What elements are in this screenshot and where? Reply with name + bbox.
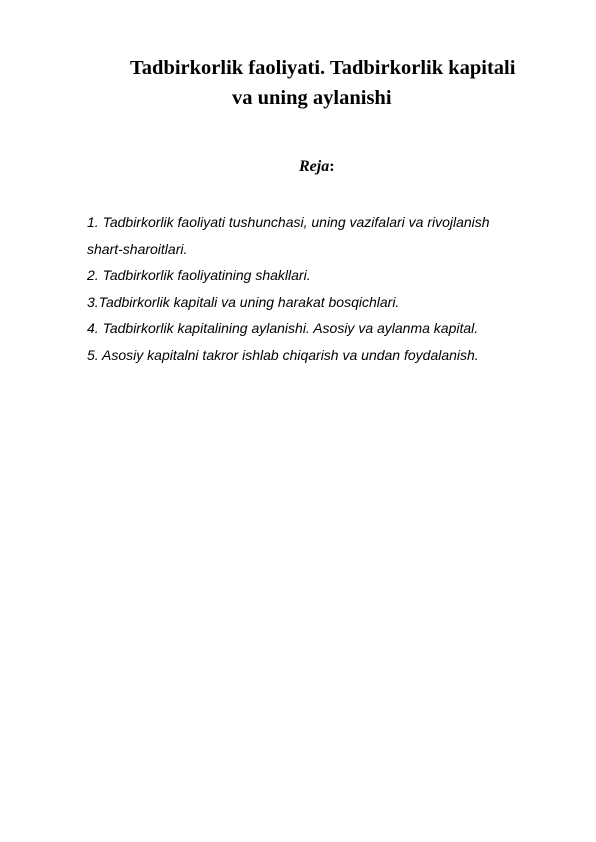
plan-item: 3.Tadbirkorlik kapitali va uning harakat bosqichlari.: [87, 293, 400, 310]
plan-item: 5. Asosiy kapitalni takror ishlab chiqarish va undan foydalanish.: [87, 346, 479, 363]
plan-item: shart-sharoitlari.: [87, 240, 188, 257]
plan-item: 1. Tadbirkorlik faoliyati tushunchasi, uning vazifalari va rivojlanish: [87, 214, 490, 230]
plan-item: 2. Tadbirkorlik faoliyatining shakllari.: [87, 267, 311, 283]
plan-item: 4. Tadbirkorlik kapitalining aylanishi. Asosiy va aylanma kapital.: [87, 320, 479, 336]
plan-heading-label: Reja: [299, 158, 330, 175]
plan-list: [87, 209, 490, 368]
plan-heading-colon: :: [329, 158, 335, 175]
plan-heading: [299, 157, 335, 177]
document-title-line-1: Tadbirkorlik faoliyati. Tadbirkorlik kapitali: [130, 57, 516, 79]
document-title-line-2: va uning aylanishi: [232, 87, 392, 109]
